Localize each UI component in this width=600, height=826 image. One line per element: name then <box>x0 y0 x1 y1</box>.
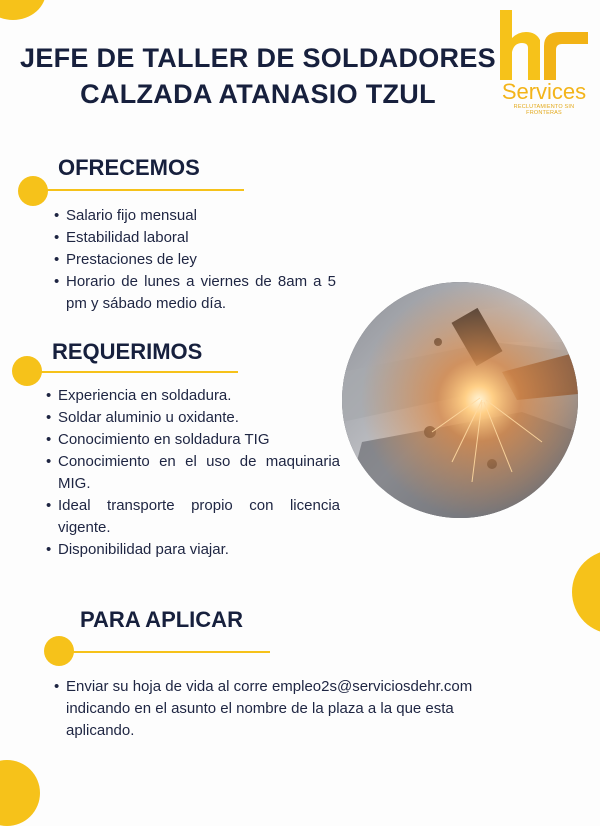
list-item: • Soldar aluminio u oxidante. <box>46 407 340 429</box>
list-item: • Horario de lunes a viernes de 8am a 5 pm y sábado medio día. <box>54 271 336 315</box>
logo-wordmark: Services <box>501 79 587 104</box>
title-line-1: JEFE DE TALLER DE SOLDADORES <box>20 43 496 73</box>
ofrecemos-list <box>54 205 336 315</box>
ofrecemos-rule <box>40 189 244 191</box>
list-item: • Disponibilidad para viajar. <box>46 539 340 561</box>
list-item: • Experiencia en soldadura. <box>46 385 340 407</box>
title-line-2: CALZADA ATANASIO TZUL <box>80 79 436 109</box>
list-item: • Conocimiento en el uso de maquinaria MIG. <box>46 451 340 495</box>
list-item: • Prestaciones de ley <box>54 249 336 271</box>
aplicar-heading: PARA APLICAR <box>80 607 243 632</box>
aplicar-list <box>54 676 474 742</box>
corner-blob-bottom-left <box>0 760 40 826</box>
requerimos-rule <box>30 371 238 373</box>
list-item: • Ideal transporte propio con licencia vigente. <box>46 495 340 539</box>
aplicar-rule <box>58 651 270 653</box>
corner-blob-right <box>572 550 600 634</box>
ofrecemos-dot <box>18 176 48 206</box>
welding-image <box>342 282 578 518</box>
list-item: • Conocimiento en soldadura TIG <box>46 429 340 451</box>
list-item: • Enviar su hoja de vida al corre empleo2s@serviciosdehr.com indicando en el asunto el nombre de la plaza a la que esta aplicando. <box>54 676 474 742</box>
ofrecemos-heading: OFRECEMOS <box>58 155 200 180</box>
list-item: • Estabilidad laboral <box>54 227 336 249</box>
list-item: • Salario fijo mensual <box>54 205 336 227</box>
welding-photo <box>342 282 578 518</box>
requerimos-list <box>46 385 340 561</box>
corner-blob-top-left <box>0 0 46 20</box>
logo-tagline: RECLUTAMIENTO SIN FRONTERAS <box>513 104 575 116</box>
requerimos-heading: REQUERIMOS <box>52 339 203 364</box>
page-title <box>18 40 498 112</box>
requerimos-dot <box>12 356 42 386</box>
aplicar-dot <box>44 636 74 666</box>
